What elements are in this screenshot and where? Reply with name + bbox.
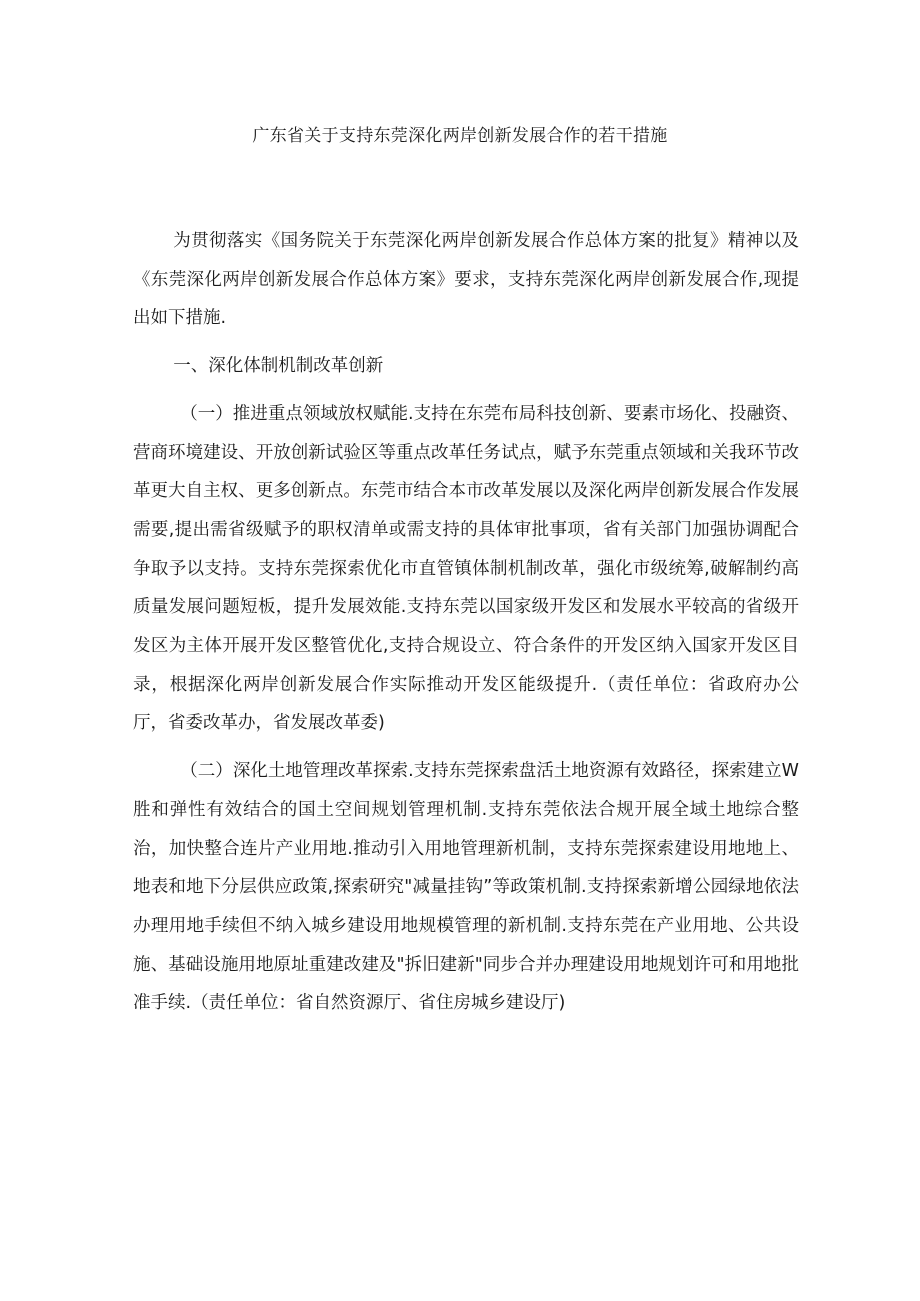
document-title: 广东省关于支持东莞深化两岸创新发展合作的若干措施	[252, 126, 668, 146]
intro-paragraph: 为贯彻落实《国务院关于东莞深化两岸创新发展合作总体方案的批复》精神以及《东莞深化两岸创新发展合作总体方案》要求，支持东莞深化两岸创新发展合作,现提出如下措施.	[133, 231, 799, 329]
section-heading: 一、深化体制机制改革创新	[173, 356, 384, 377]
item-paragraph-1: （一）推进重点领域放权赋能.支持在东莞布局科技创新、要素市场化、投融资、营商环境建设、开放创新试验区等重点改革任务试点，赋予东莞重点领域和关我环节改革更大自主权、更多创新点。东莞市结合本市改革发展以及深化两岸创新发展合作发展需要,提出需省级赋予的职权清单或需支持的具体审批事项，省有关部门加强协调配合争取予以支持。支持东莞探索优化市直管镇体制机制改革，强化市级统筹,破解制约高质量发展问题短板，提升发展效能.支持东莞以国家级开发区和发展水平较高的省级开发区为主体开展开发区整管优化,支持合规设立、符合条件的开发区纳入国家开发区目录，根据深化两岸创新发展合作实际推动开发区能级提升.（责任单位：省政府办公厅，省委改革办，省发展改革委)	[133, 403, 799, 734]
item-paragraph-2: （二）深化土地管理改革探索.支持东莞探索盘活土地资源有效路径，探索建立W胜和弹性有效结合的国土空间规划管理机制.支持东莞依法合规开展全域土地综合整治，加快整合连片产业用地.推动引入用地管理新机制，支持东莞探索建设用地地上、地表和地下分层供应政策,探索研究"减量挂钩”等政策机制.支持探索新增公园绿地依法办理用地手续但不纳入城乡建设用地规模管理的新机制.支持东莞在产业用地、公共设施、基础设施用地原址重建改建及"拆旧建新"同步合并办理建设用地规划许可和用地批准手续.（责任单位：省自然资源厅、省住房城乡建设厅)	[133, 761, 799, 1014]
document-body	[133, 222, 799, 1023]
